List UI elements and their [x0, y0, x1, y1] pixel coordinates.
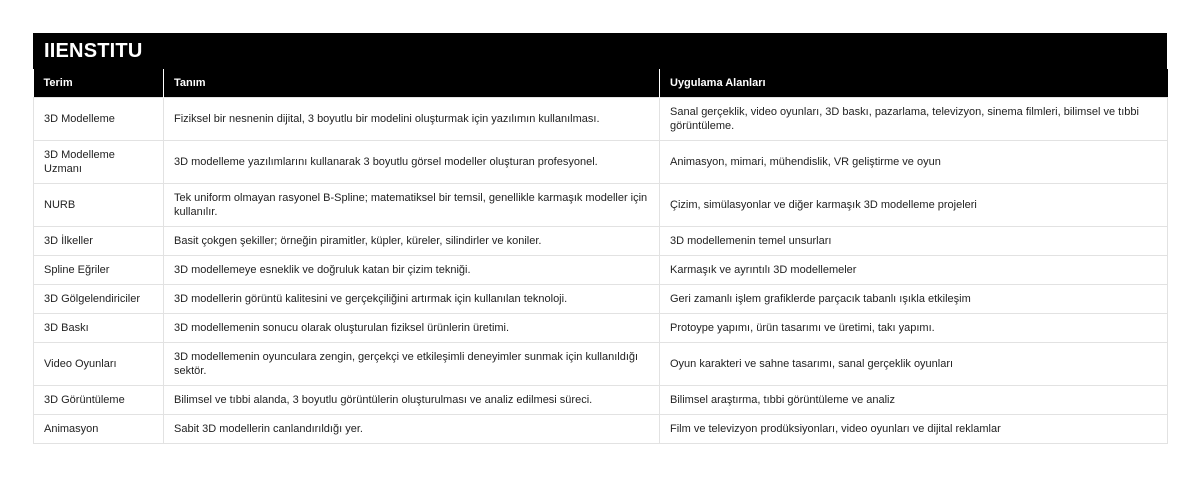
- brand-header: [33, 33, 1167, 69]
- brand-title: IIENSTITU: [44, 39, 143, 62]
- glossary-table: [33, 69, 1168, 444]
- applications-cell: Karmaşık ve ayrıntılı 3D modellemeler: [660, 255, 1168, 284]
- header-row: [34, 69, 1168, 97]
- definition-cell: 3D modelleme yazılımlarını kullanarak 3 boyutlu görsel modeller oluşturan profesyonel.: [164, 140, 660, 183]
- table-row: [34, 342, 1168, 385]
- definition-cell: 3D modellemeye esneklik ve doğruluk katan bir çizim tekniği.: [164, 255, 660, 284]
- column-header-term: Terim: [34, 69, 164, 97]
- column-header-definition: Tanım: [164, 69, 660, 97]
- table-row: [34, 284, 1168, 313]
- definition-cell: Sabit 3D modellerin canlandırıldığı yer.: [164, 414, 660, 443]
- applications-cell: Protoype yapımı, ürün tasarımı ve üretimi, takı yapımı.: [660, 313, 1168, 342]
- term-cell: Video Oyunları: [34, 342, 164, 385]
- term-cell: 3D Gölgelendiriciler: [34, 284, 164, 313]
- term-cell: Animasyon: [34, 414, 164, 443]
- definition-cell: 3D modellemenin oyunculara zengin, gerçekçi ve etkileşimli deneyimler sunmak için kullanıldığı sektör.: [164, 342, 660, 385]
- applications-cell: Animasyon, mimari, mühendislik, VR geliştirme ve oyun: [660, 140, 1168, 183]
- term-cell: 3D Görüntüleme: [34, 385, 164, 414]
- table-row: [34, 226, 1168, 255]
- glossary-table-container: [33, 33, 1167, 444]
- term-cell: 3D İlkeller: [34, 226, 164, 255]
- table-row: [34, 414, 1168, 443]
- term-cell: 3D Modelleme Uzmanı: [34, 140, 164, 183]
- definition-cell: Fiziksel bir nesnenin dijital, 3 boyutlu bir modelini oluşturmak için yazılımın kullanılması.: [164, 97, 660, 140]
- term-cell: NURB: [34, 183, 164, 226]
- column-header-applications: Uygulama Alanları: [660, 69, 1168, 97]
- definition-cell: 3D modellerin görüntü kalitesini ve gerçekçiliğini artırmak için kullanılan teknoloji.: [164, 284, 660, 313]
- term-cell: 3D Baskı: [34, 313, 164, 342]
- table-row: [34, 313, 1168, 342]
- applications-cell: Çizim, simülasyonlar ve diğer karmaşık 3D modelleme projeleri: [660, 183, 1168, 226]
- table-body: [34, 97, 1168, 443]
- table-row: [34, 183, 1168, 226]
- definition-cell: Bilimsel ve tıbbi alanda, 3 boyutlu görüntülerin oluşturulması ve analiz edilmesi süreci.: [164, 385, 660, 414]
- term-cell: Spline Eğriler: [34, 255, 164, 284]
- table-header: [34, 69, 1168, 97]
- table-row: [34, 385, 1168, 414]
- definition-cell: Tek uniform olmayan rasyonel B-Spline; matematiksel bir temsil, genellikle karmaşık modeller için kullanılır.: [164, 183, 660, 226]
- applications-cell: Oyun karakteri ve sahne tasarımı, sanal gerçeklik oyunları: [660, 342, 1168, 385]
- table-row: [34, 140, 1168, 183]
- applications-cell: Bilimsel araştırma, tıbbi görüntüleme ve analiz: [660, 385, 1168, 414]
- definition-cell: 3D modellemenin sonucu olarak oluşturulan fiziksel ürünlerin üretimi.: [164, 313, 660, 342]
- applications-cell: 3D modellemenin temel unsurları: [660, 226, 1168, 255]
- applications-cell: Sanal gerçeklik, video oyunları, 3D baskı, pazarlama, televizyon, sinema filmleri, bilimsel ve tıbbi görüntüleme.: [660, 97, 1168, 140]
- applications-cell: Geri zamanlı işlem grafiklerde parçacık tabanlı ışıkla etkileşim: [660, 284, 1168, 313]
- table-row: [34, 255, 1168, 284]
- applications-cell: Film ve televizyon prodüksiyonları, video oyunları ve dijital reklamlar: [660, 414, 1168, 443]
- table-row: [34, 97, 1168, 140]
- definition-cell: Basit çokgen şekiller; örneğin piramitler, küpler, küreler, silindirler ve koniler.: [164, 226, 660, 255]
- term-cell: 3D Modelleme: [34, 97, 164, 140]
